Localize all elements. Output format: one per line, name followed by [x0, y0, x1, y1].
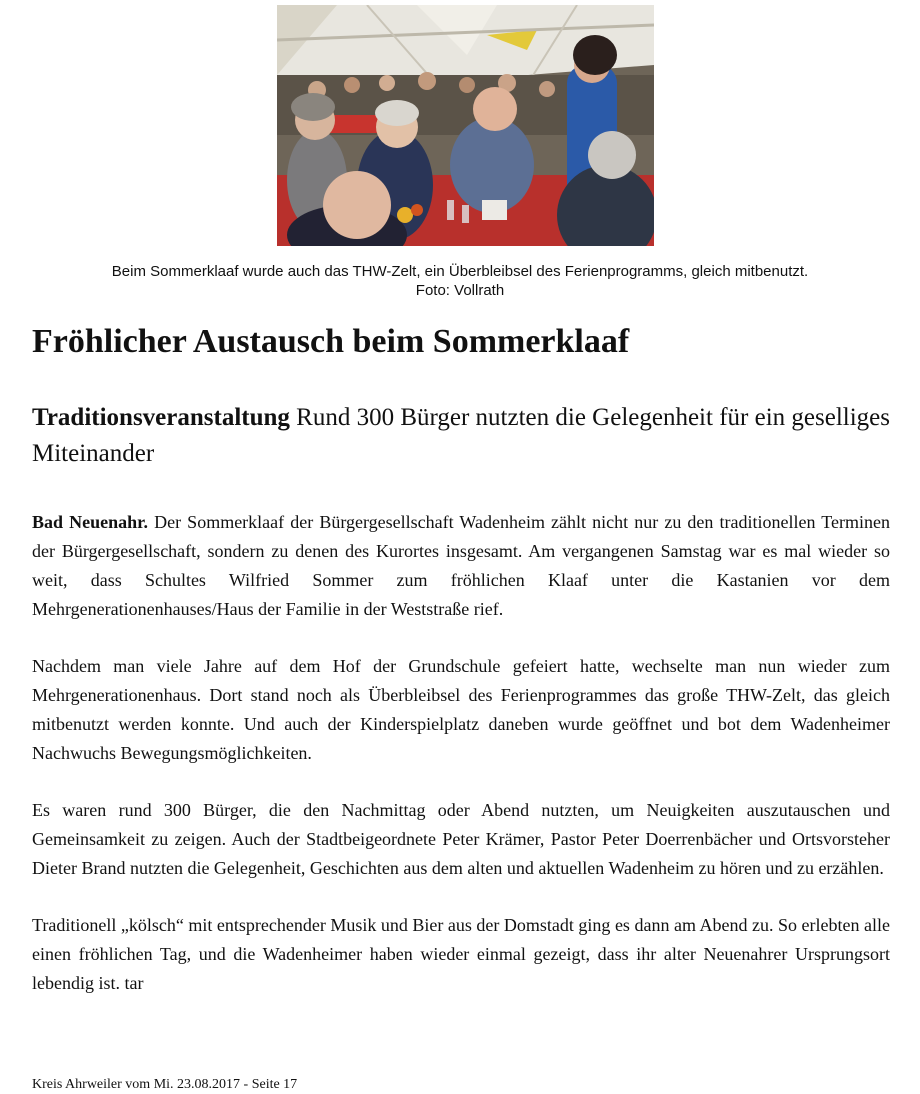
article-headline: Fröhlicher Austausch beim Sommerklaaf	[32, 323, 630, 360]
paragraph-3: Es waren rund 300 Bürger, die den Nachmittag oder Abend nutzten, um Neuigkeiten auszutauschen und Gemeinsamkeit zu zeigen. Auch der Stadtbeigeordnete Peter Krämer, Pastor Peter Doerrenbächer und Ortsvorsteher Dieter Brand nutzten die Gelegenheit, Geschichten aus dem alten und aktuellen Wadenheim zu hören und zu erzählen.	[32, 800, 890, 878]
dateline: Bad Neuenahr.	[32, 512, 148, 532]
article-subheadline	[32, 400, 892, 472]
paragraph-2: Nachdem man viele Jahre auf dem Hof der Grundschule gefeiert hatte, wechselte man nun wieder zum Mehrgenerationenhaus. Dort stand noch als Überbleibsel des Ferienprogrammes das große THW-Zelt, das gleich mitbenutzt werden konnte. Und auch der Kinderspielplatz daneben wurde geöffnet und bot dem Wadenheimer Nachwuchs Bewegungsmöglichkeiten.	[32, 656, 890, 763]
paragraph-4: Traditionell „kölsch“ mit entsprechender Musik und Bier aus der Domstadt ging es dann am Abend zu. So erlebten alle einen fröhlichen Tag, und die Wadenheimer haben wieder einmal gezeigt, dass ihr alter Neuenahrer Ursprungsort lebendig ist. tar	[32, 915, 890, 993]
subhead-kicker: Traditionsveranstaltung	[32, 404, 290, 431]
photo-credit: Foto: Vollrath	[415, 282, 505, 299]
caption-text: Beim Sommerklaaf wurde auch das THW-Zelt, ein Überbleibsel des Ferienprogramms, gleich mitbenutzt.	[111, 263, 809, 280]
subhead-text: Rund 300 Bürger nutzten die Gelegenheit für ein geselliges Miteinander	[32, 404, 890, 467]
paragraph-1-text: Der Sommerklaaf der Bürgergesellschaft Wadenheim zählt nicht nur zu den traditionellen Terminen der Bürgergesellschaft, sondern zu denen des Kurortes insgesamt. Am vergangenen Samstag war es mal wieder so weit, dass Schultes Wilfried Sommer zum fröhlichen Klaaf unter die Kastanien vor dem Mehrgenerationenhauses/Haus der Familie in der Weststraße rief.	[32, 512, 890, 619]
article-photo	[277, 5, 654, 246]
photo-caption	[0, 262, 920, 300]
photo-tent-crowd	[277, 5, 654, 246]
source-footer: Kreis Ahrweiler vom Mi. 23.08.2017 - Seite 17	[32, 1077, 298, 1092]
article-body	[32, 508, 890, 1026]
paragraph-1	[32, 508, 890, 624]
